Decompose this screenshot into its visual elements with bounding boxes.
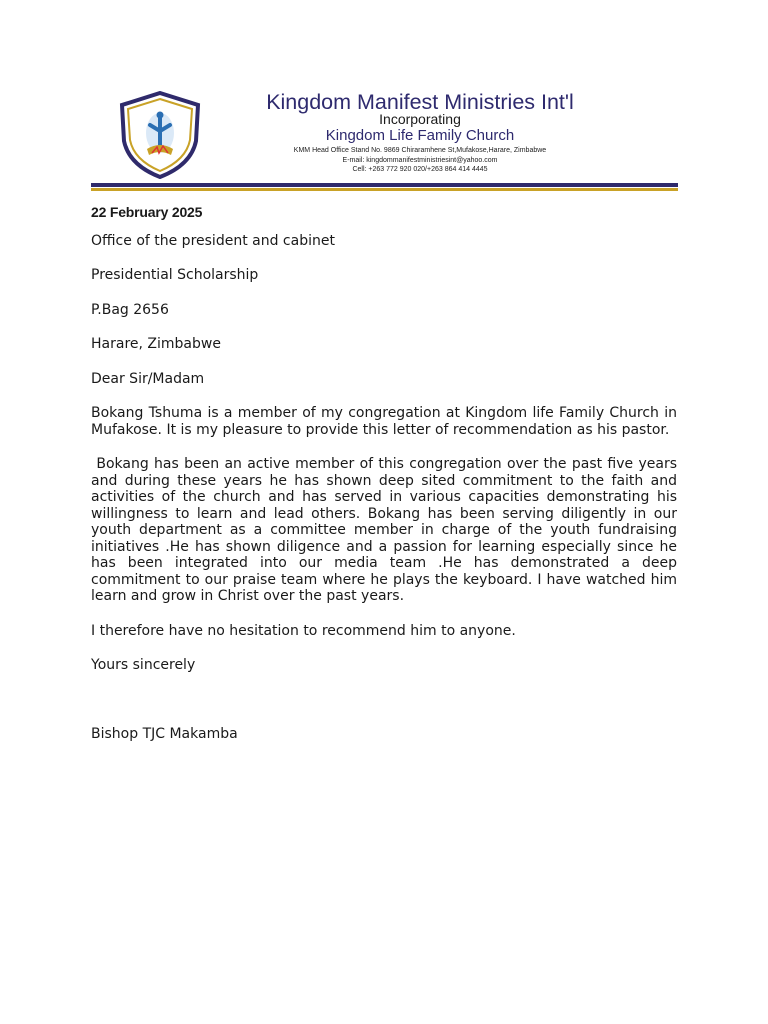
contact-email: E-mail: kingdommanifestministriesint@yahoo.com bbox=[342, 157, 498, 164]
church-name: Kingdom Life Family Church bbox=[325, 127, 515, 144]
organization-name: Kingdom Manifest Ministries Int'l bbox=[266, 90, 574, 114]
letter-body bbox=[91, 204, 682, 760]
contact-phone: Cell: +263 772 920 020/+263 864 414 4445 bbox=[352, 166, 488, 173]
signature-space bbox=[91, 692, 677, 726]
office-address: KMM Head Office Stand No. 9869 Chiraramhene St,Mufakose,Harare, Zimbabwe bbox=[293, 147, 547, 154]
body-paragraph: Bokang Tshuma is a member of my congregation at Kingdom life Family Church in Mufakose. It is my pleasure to provide this letter of recommendation as his pastor. bbox=[91, 405, 677, 438]
body-paragraph: I therefore have no hesitation to recommend him to anyone. bbox=[91, 622, 516, 639]
recipient-line: Harare, Zimbabwe bbox=[91, 336, 221, 352]
closing: Yours sincerely bbox=[91, 657, 196, 673]
letterhead bbox=[91, 88, 678, 194]
signatory-name: Bishop TJC Makamba bbox=[91, 725, 238, 742]
church-crest-logo bbox=[119, 91, 201, 179]
header-rule-gold bbox=[91, 188, 678, 191]
header-rule-purple bbox=[91, 183, 678, 187]
recipient-line: Office of the president and cabinet bbox=[91, 232, 335, 249]
recipient-line: Presidential Scholarship bbox=[91, 267, 259, 283]
salutation: Dear Sir/Madam bbox=[91, 370, 205, 387]
letter-date: 22 February 2025 bbox=[91, 204, 203, 220]
body-paragraph: Bokang has been an active member of this congregation over the past five years and during these years he has shown deep sited commitment to the faith and activities of the church and has served in various capacities demonstrating his willingness to learn and lead others. Bokang has been serving diligently in our youth department as a committee member in charge of the youth fundraising initiatives .He has shown diligence and a passion for learning especially since he has been integrated into our media team .He has demonstrated a deep commitment to our praise team where he plays the keyboard. I have watched him learn and grow in Christ over the past years. bbox=[91, 456, 682, 604]
incorporating-label: Incorporating bbox=[379, 111, 461, 127]
recipient-line: P.Bag 2656 bbox=[91, 301, 169, 318]
